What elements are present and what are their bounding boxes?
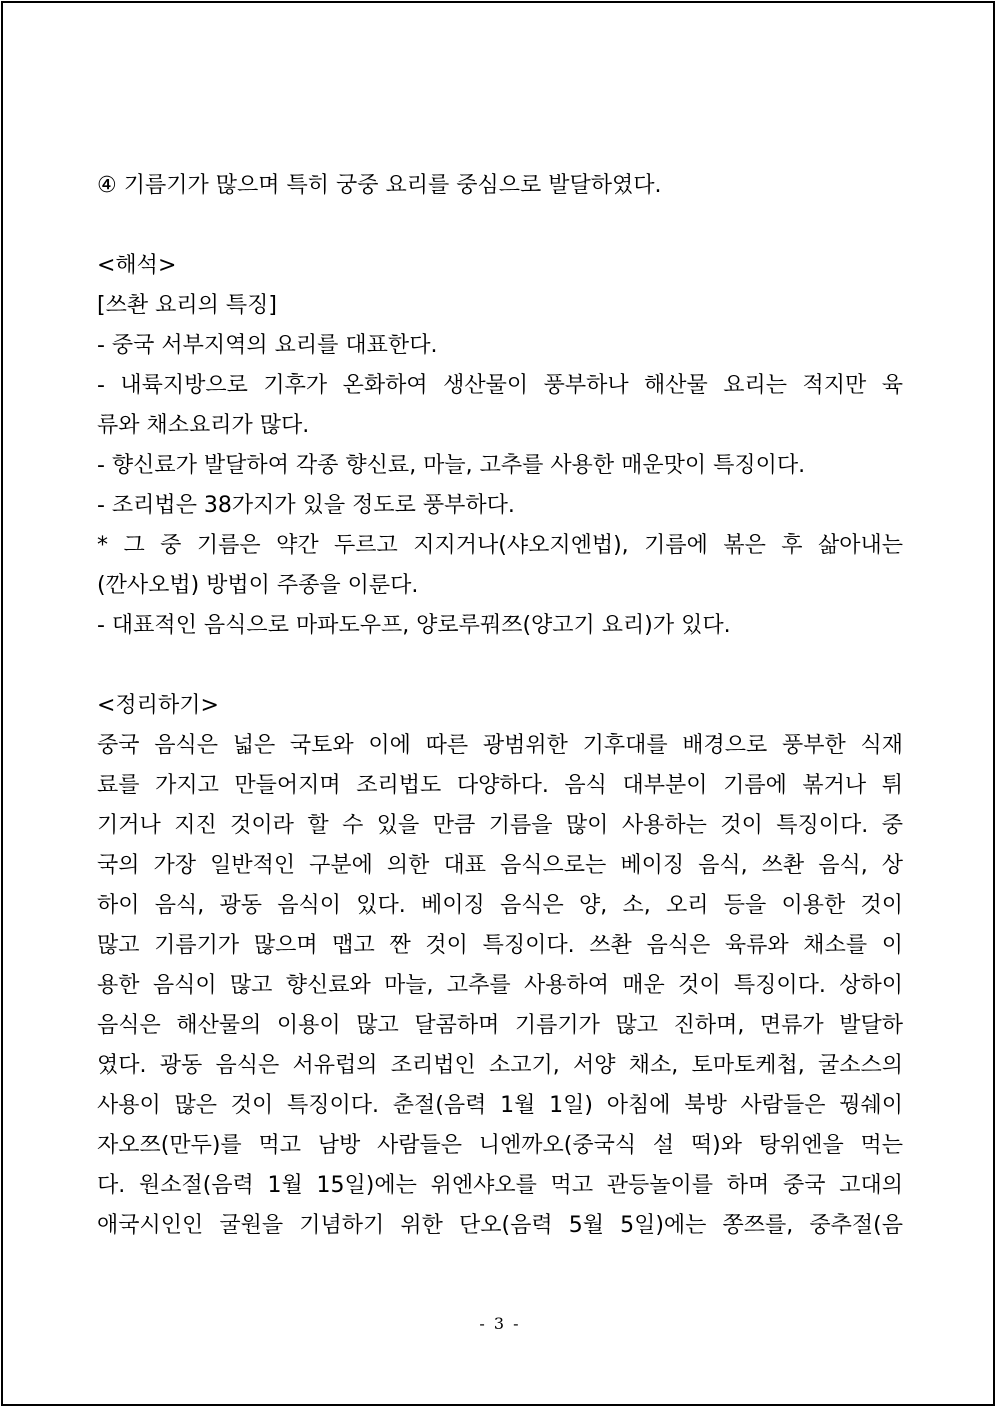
summary-line: 자오쯔(만두)를 먹고 남방 사람들은 니엔까오(중국식 설 떡)와 탕위엔을 먹는	[97, 1133, 903, 1158]
page-number: - 3 -	[479, 1314, 521, 1333]
document-body	[97, 166, 903, 1246]
summary-line: 많고 기름기가 많으며 맵고 짠 것이 특징이다. 쓰촨 음식은 육류와 채소를 이	[97, 933, 903, 958]
sichuan-line: (깐사오법) 방법이 주종을 이룬다.	[97, 573, 419, 598]
sichuan-line: - 중국 서부지역의 요리를 대표한다.	[97, 333, 438, 358]
summary-line: 료를 가지고 만들어지며 조리법도 다양하다. 음식 대부분이 기름에 볶거나 튀	[97, 773, 903, 798]
sichuan-line: * 그 중 기름은 약간 두르고 지지거나(샤오지엔법), 기름에 볶은 후 삶아내는	[97, 533, 903, 558]
blank-line	[97, 646, 903, 686]
summary-line: 중국 음식은 넓은 국토와 이에 따른 광범위한 기후대를 배경으로 풍부한 식재	[97, 733, 903, 758]
sichuan-heading: [쓰촨 요리의 특징]	[97, 293, 277, 318]
answer-option-4: ④ 기름기가 많으며 특히 궁중 요리를 중심으로 발달하였다.	[97, 173, 662, 198]
interpretation-heading: <해석>	[97, 253, 177, 278]
sichuan-line: - 향신료가 발달하여 각종 향신료, 마늘, 고추를 사용한 매운맛이 특징이다.	[97, 453, 806, 478]
summary-line: 였다. 광동 음식은 서유럽의 조리법인 소고기, 서양 채소, 토마토케첩, 굴소스의	[97, 1053, 903, 1078]
summary-line: 용한 음식이 많고 향신료와 마늘, 고추를 사용하여 매운 것이 특징이다. 상하이	[97, 973, 903, 998]
summary-heading: <정리하기>	[97, 693, 219, 718]
sichuan-line: - 조리법은 38가지가 있을 정도로 풍부하다.	[97, 493, 515, 518]
summary-line: 국의 가장 일반적인 구분에 의한 대표 음식으로는 베이징 음식, 쓰촨 음식, 상	[97, 853, 903, 878]
sichuan-line: 류와 채소요리가 많다.	[97, 413, 310, 438]
summary-line: 애국시인인 굴원을 기념하기 위한 단오(음력 5월 5일)에는 쫑쯔를, 중추절(음	[97, 1213, 903, 1238]
summary-line: 사용이 많은 것이 특징이다. 춘절(음력 1월 1일) 아침에 북방 사람들은 꿩쉐이	[97, 1093, 903, 1118]
summary-line: 음식은 해산물의 이용이 많고 달콤하며 기름기가 많고 진하며, 면류가 발달하	[97, 1013, 903, 1038]
sichuan-line: - 내륙지방으로 기후가 온화하여 생산물이 풍부하나 해산물 요리는 적지만 육	[97, 373, 903, 398]
summary-line: 다. 원소절(음력 1월 15일)에는 위엔샤오를 먹고 관등놀이를 하며 중국 고대의	[97, 1173, 903, 1198]
summary-line: 기거나 지진 것이라 할 수 있을 만큼 기름을 많이 사용하는 것이 특징이다. 중	[97, 813, 903, 838]
sichuan-line: - 대표적인 음식으로 마파도우프, 양로루꿔쯔(양고기 요리)가 있다.	[97, 613, 731, 638]
blank-line	[97, 206, 903, 246]
summary-line: 하이 음식, 광동 음식이 있다. 베이징 음식은 양, 소, 오리 등을 이용한 것이	[97, 893, 903, 918]
